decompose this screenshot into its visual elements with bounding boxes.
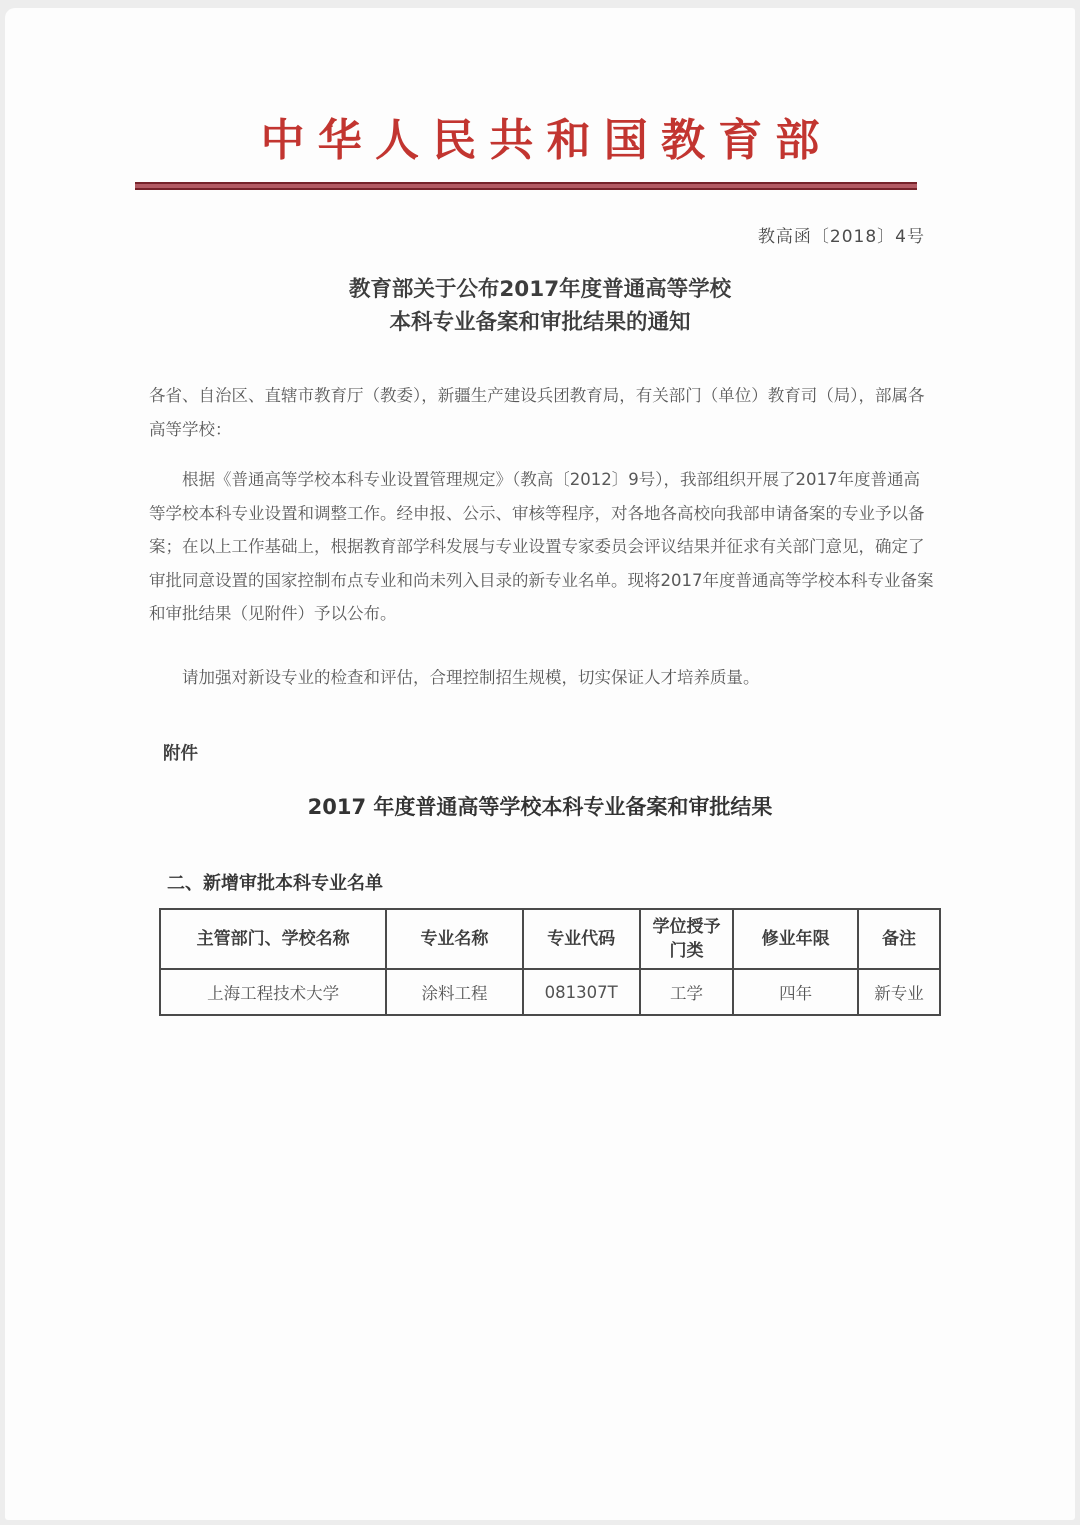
table-header-row [160, 909, 940, 969]
table-cell-major-name: 涂料工程 [386, 969, 523, 1015]
body-paragraph-2: 请加强对新设专业的检查和评估，合理控制招生规模，切实保证人才培养质量。 [182, 667, 760, 687]
notice-title [5, 273, 1075, 339]
section-heading-new-approved-majors: 二、新增审批本科专业名单 [167, 873, 383, 894]
table-cell-study-duration: 四年 [733, 969, 858, 1015]
table-header-major-name: 专业名称 [386, 909, 523, 969]
notice-title-line2: 本科专业备案和审批结果的通知 [389, 310, 691, 335]
salutation: 各省、自治区、直辖市教育厅（教委），新疆生产建设兵团教育局，有关部门（单位）教育司（局），部属各高等学校： [149, 386, 925, 439]
table-header-authority-school: 主管部门、学校名称 [160, 909, 386, 969]
masthead-divider-rule [135, 182, 917, 190]
table-header-study-duration: 修业年限 [733, 909, 858, 969]
table-cell-major-code: 081307T [523, 969, 640, 1015]
table-cell-remarks: 新专业 [858, 969, 940, 1015]
body-paragraph-1: 根据《普通高等学校本科专业设置管理规定》（教高〔2012〕9号），我部组织开展了2017年度普通高等学校本科专业设置和调整工作。经申报、公示、审核等程序，对各地各高校向我部申请备案的专业予以备案；在以上工作基础上，根据教育部学科发展与专业设置专家委员会评议结果并征求有关部门意见，确定了审批同意设置的国家控制布点专业和尚未列入目录的新专业名单。现将2017年度普通高等学校本科专业备案和审批结果（见附件）予以公布。 [149, 470, 934, 623]
attachment-label: 附件 [163, 744, 198, 764]
table-cell-school: 上海工程技术大学 [160, 969, 386, 1015]
document-number: 教高函〔2018〕4号 [757, 227, 925, 247]
document-page [5, 8, 1075, 1520]
table-header-remarks: 备注 [858, 909, 940, 969]
approval-table [159, 908, 941, 1016]
masthead-title: 中华人民共和国教育部 [260, 115, 833, 166]
table-row [160, 969, 940, 1015]
table-cell-degree-category: 工学 [640, 969, 734, 1015]
notice-title-line1: 教育部关于公布2017年度普通高等学校 [348, 277, 732, 302]
attachment-title: 2017 年度普通高等学校本科专业备案和审批结果 [307, 795, 773, 819]
table-header-degree-category: 学位授予门类 [640, 909, 734, 969]
table-header-major-code: 专业代码 [523, 909, 640, 969]
